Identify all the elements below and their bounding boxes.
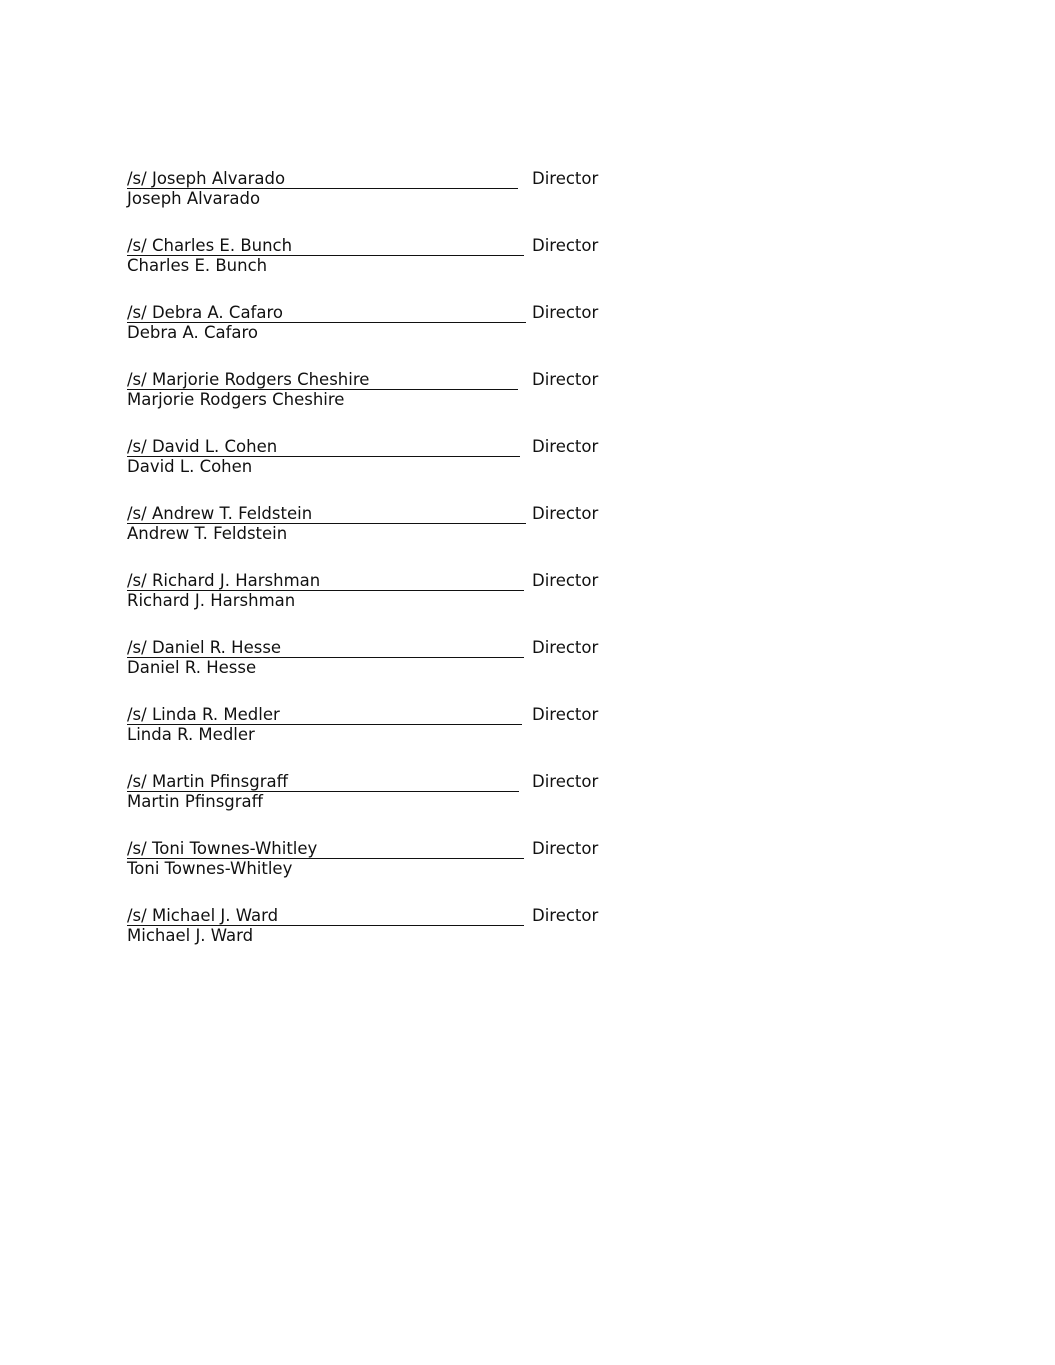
signature-line [127,436,627,457]
signature-line [127,369,627,390]
signer-title: Director [532,638,599,657]
signature-block [127,168,627,235]
signer-name: Debra A. Cafaro [127,323,259,342]
signer-title: Director [532,839,599,858]
signature-text: /s/ Charles E. Bunch [127,236,524,256]
signature-block [127,503,627,570]
signer-name: Daniel R. Hesse [127,658,257,677]
signature-block [127,905,627,972]
signature-block [127,838,627,905]
signer-title: Director [532,303,599,322]
signature-text: /s/ Daniel R. Hesse [127,638,524,658]
signature-text: /s/ Debra A. Cafaro [127,303,526,323]
signer-name: Andrew T. Feldstein [127,524,288,543]
signer-title: Director [532,906,599,925]
signature-text: /s/ Toni Townes-Whitley [127,839,524,859]
signer-title: Director [532,772,599,791]
signature-text: /s/ Linda R. Medler [127,705,522,725]
signer-name: Martin Pfinsgraff [127,792,264,811]
signature-line [127,503,627,524]
signature-block [127,704,627,771]
signer-title: Director [532,169,599,188]
signature-line [127,235,627,256]
signature-block [127,436,627,503]
signature-text: /s/ Martin Pfinsgraff [127,772,519,792]
signature-line [127,771,627,792]
signature-block [127,771,627,838]
signer-title: Director [532,236,599,255]
signature-text: /s/ Andrew T. Feldstein [127,504,526,524]
signature-line [127,838,627,859]
signature-text: /s/ Richard J. Harshman [127,571,524,591]
signature-line [127,637,627,658]
signer-title: Director [532,705,599,724]
signature-text: /s/ Michael J. Ward [127,906,524,926]
signer-title: Director [532,437,599,456]
signer-title: Director [532,370,599,389]
signature-block [127,637,627,704]
signature-text: /s/ David L. Cohen [127,437,520,457]
signer-name: Joseph Alvarado [127,189,261,208]
signer-name: Michael J. Ward [127,926,254,945]
signer-title: Director [532,504,599,523]
signature-block [127,302,627,369]
signature-text: /s/ Joseph Alvarado [127,169,518,189]
signer-name: Richard J. Harshman [127,591,296,610]
signer-name: Marjorie Rodgers Cheshire [127,390,345,409]
signer-name: Toni Townes-Whitley [127,859,293,878]
signature-line [127,168,627,189]
signature-line [127,704,627,725]
signature-block [127,235,627,302]
signer-title: Director [532,571,599,590]
signature-block [127,369,627,436]
signer-name: David L. Cohen [127,457,253,476]
signature-line [127,302,627,323]
signer-name: Linda R. Medler [127,725,255,744]
signature-block [127,570,627,637]
signature-list [127,168,627,972]
signer-name: Charles E. Bunch [127,256,268,275]
signature-text: /s/ Marjorie Rodgers Cheshire [127,370,518,390]
signature-line [127,570,627,591]
signature-line [127,905,627,926]
